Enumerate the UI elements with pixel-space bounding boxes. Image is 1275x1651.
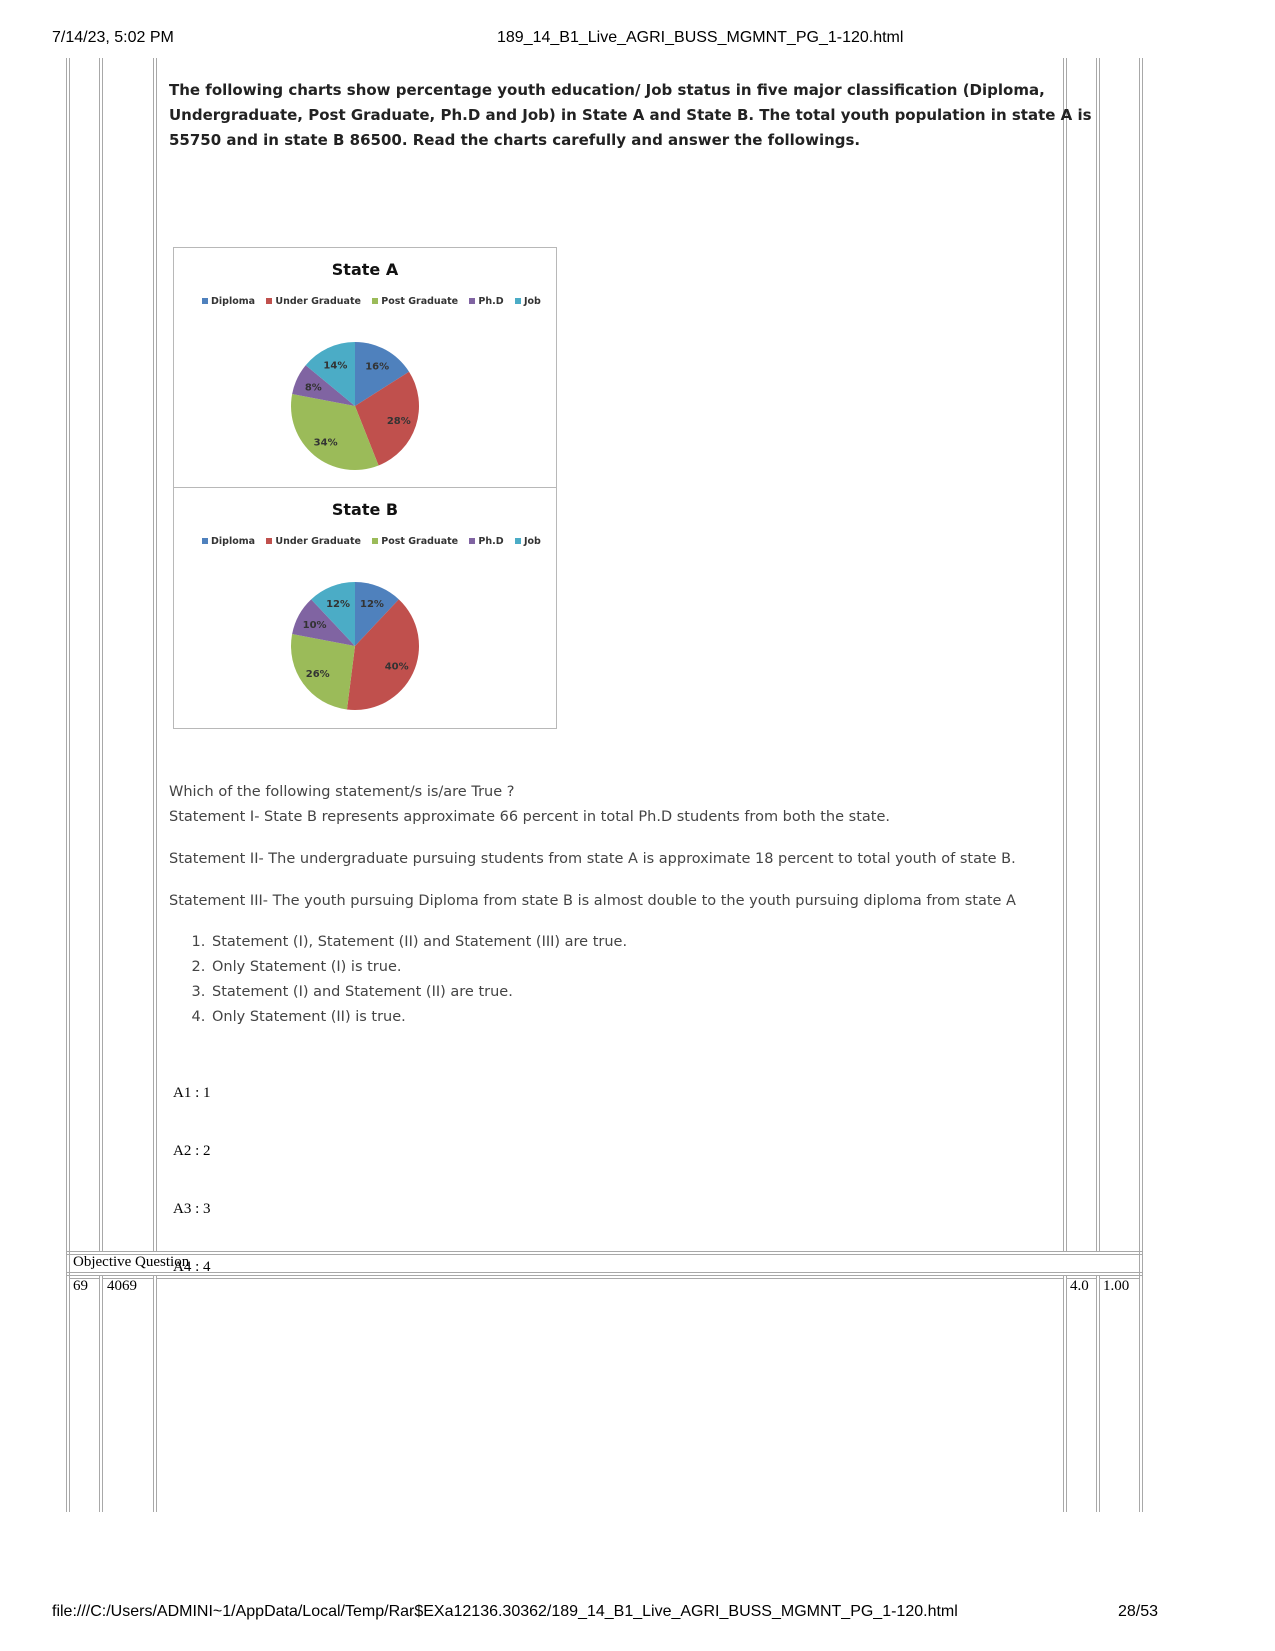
question-id: 4069 [107,1278,137,1294]
answer-1: A1 : 1 [173,1085,211,1101]
legend-item-phd: Ph.D [469,536,503,547]
answer-2: A2 : 2 [173,1143,211,1159]
legend-item-diploma: Diploma [202,536,255,547]
statement-2: Statement II- The undergraduate pursuing students from state A is approximate 18 percent to total youth of state B. [169,851,1016,867]
options-list [192,930,627,1030]
legend-item-job: Job [515,296,541,307]
legend-item-diploma: Diploma [202,296,255,307]
print-file-path: file:///C:/Users/ADMINI~1/AppData/Local/Temp/Rar$EXa12136.30362/189_14_B1_Live_AGRI_BUSS_MGMNT_PG_1-120.html [52,1603,958,1620]
option-item: 4. Only Statement (II) is true. [210,1005,627,1030]
pie-label-diploma: 16% [365,361,390,373]
chart-state-b [173,487,557,729]
option-item: 1. Statement (I), Statement (II) and Statement (III) are true. [210,930,627,955]
pie-chart-state-b [174,488,556,728]
question-prompt: Which of the following statement/s is/are True ? [169,784,515,800]
pie-label-post-graduate: 34% [313,437,338,449]
statement-1: Statement I- State B represents approximate 66 percent in total Ph.D students from both the state. [169,809,890,825]
pie-label-job: 12% [326,599,351,611]
question-serial: 69 [73,1278,88,1294]
print-datetime: 7/14/23, 5:02 PM [52,29,174,46]
pie-label-under-graduate: 40% [384,661,409,673]
question-intro: The following charts show percentage youth education/ Job status in five major classification (Diploma, Undergraduate, Post Graduate, Ph.D and Job) in State A and State B. The total youth population in state A is 55750 and in state B 86500. Read the charts carefully and answer the followings. [169,81,1092,149]
legend-item-job: Job [515,536,541,547]
legend-item-post-graduate: Post Graduate [372,536,458,547]
legend-item-under-graduate: Under Graduate [266,296,361,307]
pie-chart-state-a [174,248,556,488]
pie-label-under-graduate: 28% [386,416,411,428]
pie-label-post-graduate: 26% [305,669,330,681]
answer-4: A4 : 4 [173,1259,211,1275]
option-item: 2. Only Statement (I) is true. [210,955,627,980]
section-label: Objective Question [73,1254,190,1270]
chart-title: State B [331,500,399,519]
pie-label-phd: 8% [304,382,322,394]
option-item: 3. Statement (I) and Statement (II) are true. [210,980,627,1005]
print-doc-title: 189_14_B1_Live_AGRI_BUSS_MGMNT_PG_1-120.html [497,29,904,46]
legend-item-under-graduate: Under Graduate [266,536,361,547]
answer-3: A3 : 3 [173,1201,211,1217]
question-marks: 4.0 [1070,1278,1089,1294]
legend-item-phd: Ph.D [469,296,503,307]
statement-3: Statement III- The youth pursuing Diploma from state B is almost double to the youth pursuing diploma from state A [169,893,1016,909]
question-negative-marks: 1.00 [1103,1278,1130,1294]
chart-title: State A [331,260,399,279]
pie-label-phd: 10% [302,619,327,631]
pie-label-diploma: 12% [359,599,384,611]
print-page-number: 28/53 [1118,1603,1159,1620]
legend-item-post-graduate: Post Graduate [372,296,458,307]
pie-label-job: 14% [323,360,348,372]
chart-state-a [173,247,557,489]
